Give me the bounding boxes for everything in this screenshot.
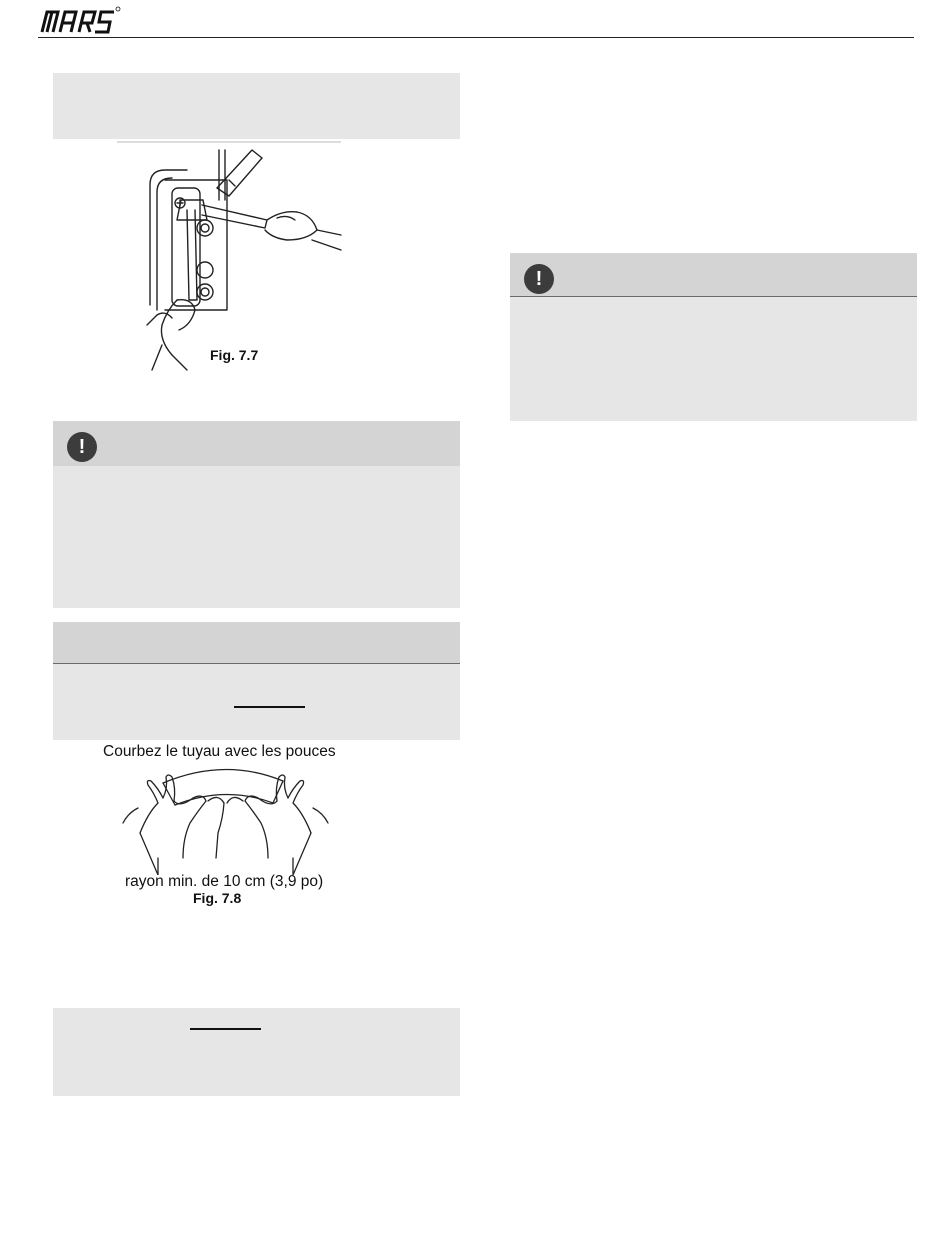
warning-box-left-header: [53, 421, 460, 466]
note-box-bottom: [53, 1008, 460, 1096]
note-box-middle-header: [53, 622, 460, 663]
fig-7-8-caption-bottom: rayon min. de 10 cm (3,9 po): [125, 873, 324, 890]
warning-box-right-header: [510, 253, 917, 296]
header-rule: [38, 37, 914, 38]
fig-7-8-label: Fig. 7.8: [193, 890, 242, 906]
underline-mark: [234, 706, 305, 708]
fig-7-8-caption-top: Courbez le tuyau avec les pouces: [103, 743, 336, 760]
wrench-fitting-illustration: [117, 140, 342, 375]
note-box-top: [53, 73, 460, 139]
exclamation-icon: !: [67, 432, 97, 462]
exclamation-icon-right: !: [524, 264, 554, 294]
warning-box-right-divider: [510, 296, 917, 297]
note-box-middle-divider: [53, 663, 460, 664]
fig-7-7-label: Fig. 7.7: [210, 347, 259, 363]
mars-logo: [38, 6, 122, 36]
hands-bending-pipe-illustration: [118, 763, 333, 875]
underline-mark-bottom: [190, 1028, 261, 1030]
